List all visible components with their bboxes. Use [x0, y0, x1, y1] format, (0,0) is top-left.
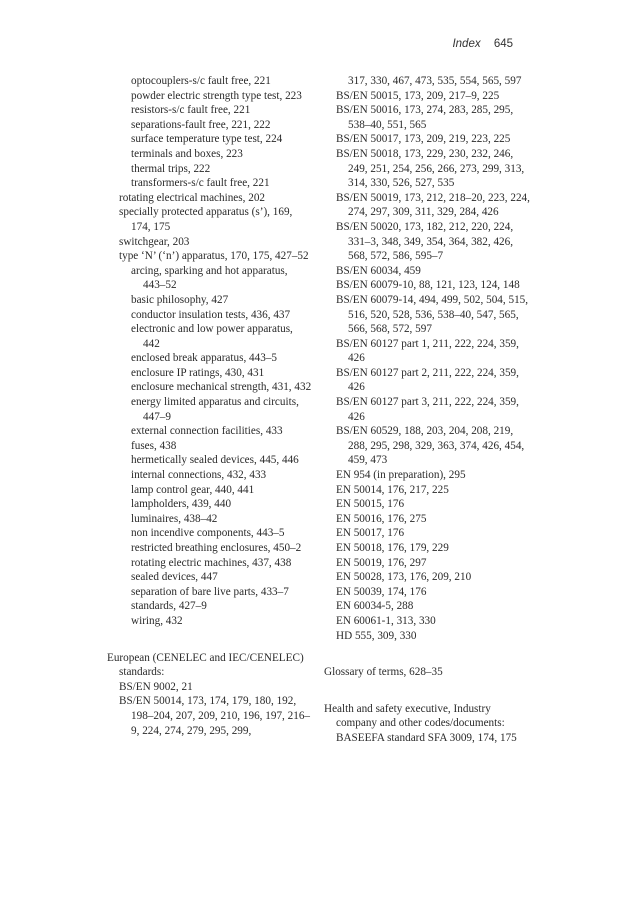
index-entry: BS/EN 60034, 459 — [336, 264, 421, 277]
index-entry: EN 50016, 176, 275 — [336, 512, 427, 525]
index-entry: thermal trips, 222 — [131, 162, 211, 175]
index-entry: BS/EN 60079-14, 494, 499, 502, 504, 515, 516, 520, 528, 536, 538–40, 547, 565, 566, 568, 572, 597 — [336, 293, 529, 336]
running-head-section: Index — [452, 38, 481, 50]
index-entry: sealed devices, 447 — [131, 571, 218, 584]
index-entry: non incendive components, 443–5 — [131, 527, 285, 540]
index-entry: restricted breathing enclosures, 450–2 — [131, 542, 302, 554]
index-entry: optocouplers-s/c fault free, 221 — [131, 75, 271, 87]
index-entry: external connection facilities, 433 — [131, 425, 283, 438]
index-entry: BS/EN 50014, 173, 174, 179, 180, 192, 198–204, 207, 209, 210, 196, 197, 216–9, 224, 274, 279, 295, 299, — [119, 695, 310, 737]
index-entry: EN 50028, 173, 176, 209, 210 — [336, 571, 472, 584]
index-entry: BS/EN 50017, 173, 209, 219, 223, 225 — [336, 133, 511, 146]
index-entry: hermetically sealed devices, 445, 446 — [131, 454, 299, 467]
index-entry: Health and safety executive, Industry company and other codes/documents: — [324, 702, 505, 730]
index-entry: standards, 427–9 — [131, 600, 207, 613]
index-entry: internal connections, 432, 433 — [131, 469, 267, 482]
index-entry: conductor insulation tests, 436, 437 — [131, 308, 291, 321]
index-gap — [324, 680, 534, 702]
index-entry: EN 50039, 174, 176 — [336, 585, 427, 598]
index-entry: lampholders, 439, 440 — [131, 498, 232, 511]
index-entry: wiring, 432 — [131, 614, 183, 627]
index-entry: separation of bare live parts, 433–7 — [131, 585, 289, 598]
index-entry: BS/EN 60127 part 3, 211, 222, 224, 359, 426 — [336, 396, 519, 423]
index-entry: separations-fault free, 221, 222 — [131, 118, 271, 131]
index-entry: energy limited apparatus and circuits, 447–9 — [131, 396, 299, 423]
index-entry: Glossary of terms, 628–35 — [324, 666, 443, 679]
index-entry: EN 50018, 176, 179, 229 — [336, 542, 449, 554]
index-column-right — [324, 74, 534, 746]
index-entry: EN 50017, 176 — [336, 527, 405, 540]
index-entry: rotating electric machines, 437, 438 — [131, 556, 292, 569]
index-entry: terminals and boxes, 223 — [131, 147, 243, 160]
index-entry: BS/EN 50020, 173, 182, 212, 220, 224, 331–3, 348, 349, 354, 364, 382, 426, 568, 572, 586, 595–7 — [336, 220, 514, 263]
index-gap — [107, 629, 312, 651]
index-entry: EN 954 (in preparation), 295 — [336, 469, 466, 482]
index-gap — [324, 643, 534, 665]
index-entry: enclosure mechanical strength, 431, 432 — [131, 381, 312, 394]
index-entry: specially protected apparatus (s’), 169, 174, 175 — [119, 206, 293, 233]
index-entry: BS/EN 50015, 173, 209, 217–9, 225 — [336, 89, 500, 102]
index-entry: BS/EN 50019, 173, 212, 218–20, 223, 224, 274, 297, 309, 311, 329, 284, 426 — [336, 191, 530, 219]
index-entry: BS/EN 60127 part 1, 211, 222, 224, 359, 426 — [336, 337, 519, 365]
index-entry: BASEEFA standard SFA 3009, 174, 175 — [336, 731, 517, 744]
index-entry: resistors-s/c fault free, 221 — [131, 104, 251, 117]
index-entry: BS/EN 50016, 173, 274, 283, 285, 295, 538–40, 551, 565 — [336, 104, 514, 131]
index-column-left — [107, 74, 312, 738]
index-entry: enclosed break apparatus, 443–5 — [131, 352, 278, 365]
index-entry: transformers-s/c fault free, 221 — [131, 177, 270, 190]
index-entry: European (CENELEC and IEC/CENELEC) standards: — [107, 651, 304, 679]
index-entry: lamp control gear, 440, 441 — [131, 483, 255, 496]
index-entry: type ‘N’ (‘n’) apparatus, 170, 175, 427–52 — [119, 250, 309, 263]
index-entry: enclosure IP ratings, 430, 431 — [131, 366, 265, 379]
index-entry: EN 50019, 176, 297 — [336, 556, 427, 569]
index-entry: BS/EN 9002, 21 — [119, 680, 193, 693]
index-entry: powder electric strength type test, 223 — [131, 89, 302, 102]
index-entry: HD 555, 309, 330 — [336, 629, 417, 642]
index-entry: arcing, sparking and hot apparatus, 443–52 — [131, 264, 288, 292]
index-entry: EN 50014, 176, 217, 225 — [336, 483, 449, 496]
index-entry: rotating electrical machines, 202 — [119, 191, 266, 204]
index-entry: BS/EN 50018, 173, 229, 230, 232, 246, 249, 251, 254, 256, 266, 273, 299, 313, 314, 330, 526, 527, 535 — [336, 147, 525, 190]
index-entry: switchgear, 203 — [119, 235, 190, 248]
index-entry: luminaires, 438–42 — [131, 512, 218, 525]
index-entry: EN 60034-5, 288 — [336, 600, 414, 613]
index-entry: EN 50015, 176 — [336, 498, 405, 511]
page-header — [452, 38, 513, 50]
index-entry: basic philosophy, 427 — [131, 293, 229, 306]
index-entry: BS/EN 60079-10, 88, 121, 123, 124, 148 — [336, 279, 520, 292]
index-entry: 317, 330, 467, 473, 535, 554, 565, 597 — [348, 75, 522, 87]
index-entry: electronic and low power apparatus, 442 — [131, 323, 293, 350]
index-entry: EN 60061-1, 313, 330 — [336, 614, 436, 627]
index-entry: BS/EN 60127 part 2, 211, 222, 224, 359, 426 — [336, 366, 519, 394]
index-entry: surface temperature type test, 224 — [131, 133, 283, 146]
index-entry: BS/EN 60529, 188, 203, 204, 208, 219, 288, 295, 298, 329, 363, 374, 426, 454, 459, 473 — [336, 425, 525, 467]
index-entry: fuses, 438 — [131, 439, 177, 452]
page-number: 645 — [493, 38, 513, 50]
